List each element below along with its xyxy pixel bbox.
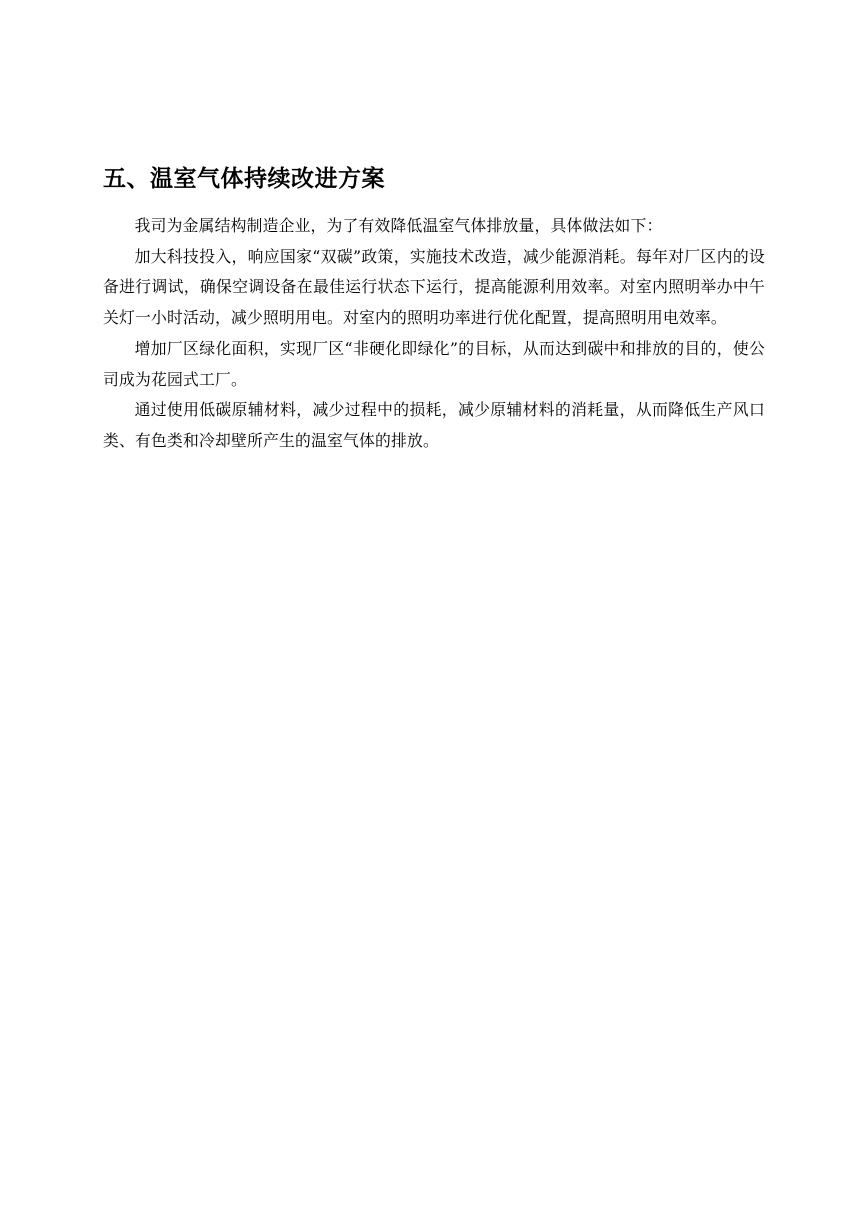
paragraph-greening: 增加厂区绿化面积，实现厂区“非硬化即绿化”的目标，从而达到碳中和排放的目的，使公司成为花园式工厂。 [103,338,765,389]
section-body [103,211,765,457]
paragraph-low-carbon-materials: 通过使用低碳原辅材料，减少过程中的损耗，减少原辅材料的消耗量，从而降低生产风口类、有色类和冷却壁所产生的温室气体的排放。 [103,400,765,450]
paragraph-intro: 我司为金属结构制造企业，为了有效降低温室气体排放量，具体做法如下： [134,216,663,235]
paragraph-technology-investment: 加大科技投入，响应国家“双碳”政策，实施技术改造，减少能源消耗。每年对厂区内的设备进行调试，确保空调设备在最佳运行状态下运行，提高能源利用效率。对室内照明举办中午关灯一小时活动，减少照明用电。对室内的照明功率进行优化配置，提高照明用电效率。 [103,246,765,328]
section-heading: 五、温室气体持续改进方案 [103,166,385,192]
